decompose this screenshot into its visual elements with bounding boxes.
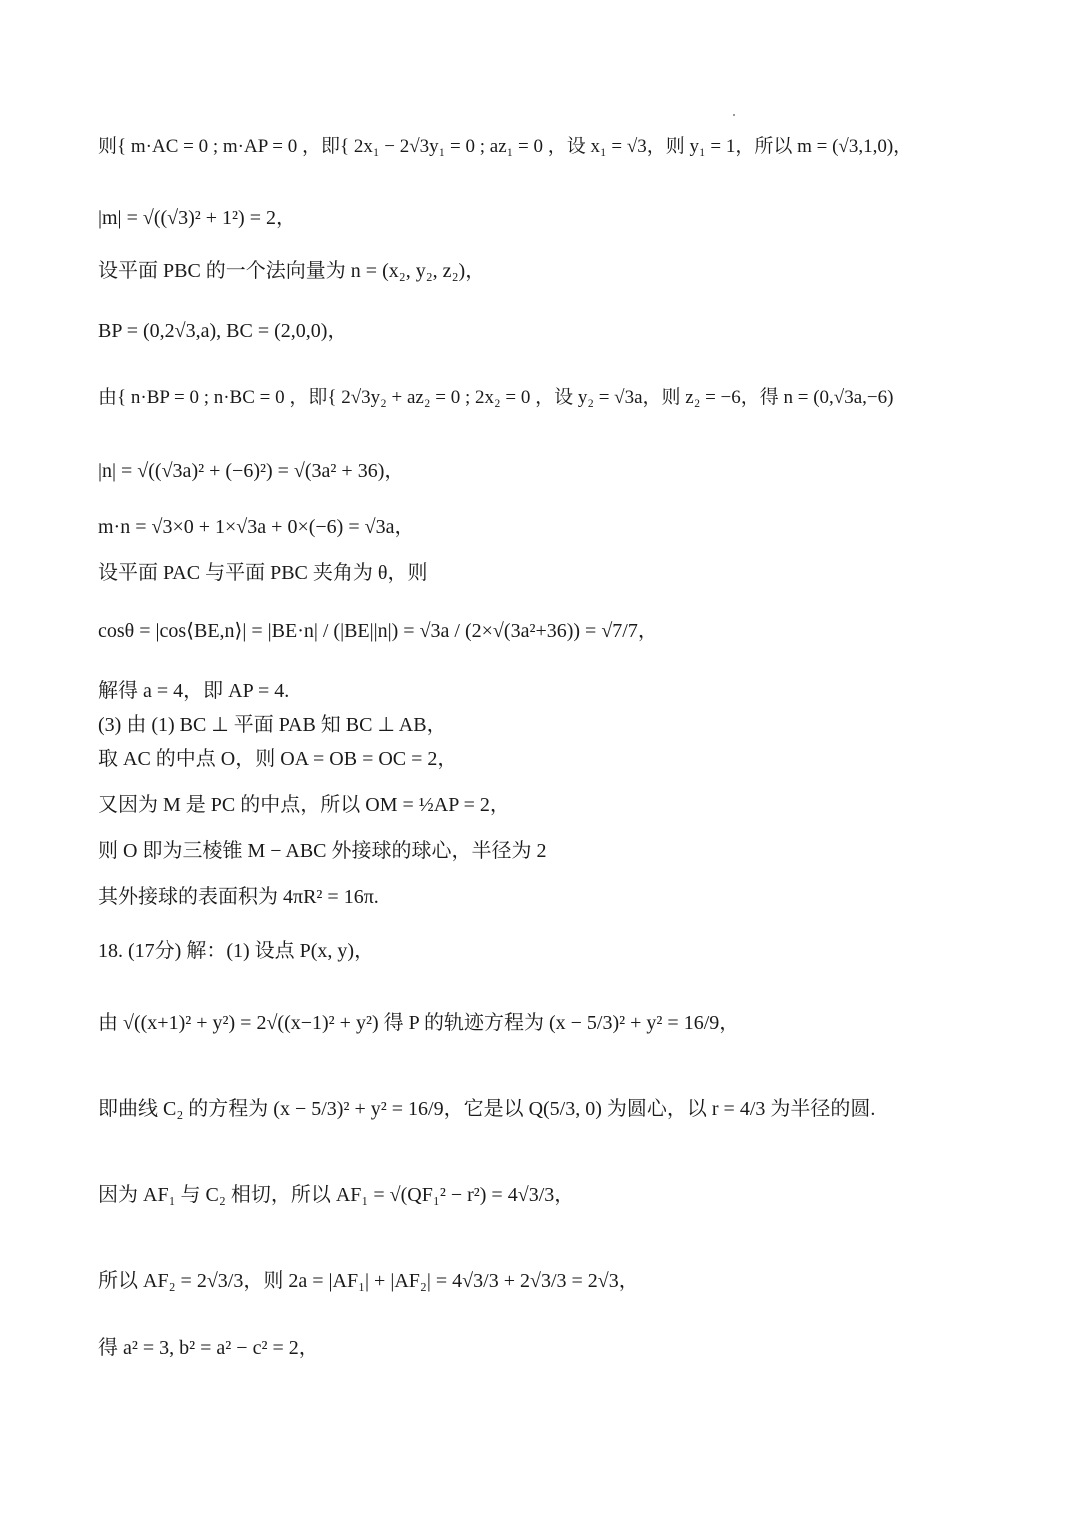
line-text: 得 a² = 3, b² = a² − c² = 2， <box>98 1337 319 1359</box>
solution-line-4 <box>98 318 1040 348</box>
line-text: m·n = √3×0 + 1×√3a + 0×(−6) = √3a， <box>98 516 415 538</box>
solution-line-3 <box>98 258 1040 288</box>
solution-line-18 <box>98 1080 1040 1140</box>
line-text: 则 O 即为三棱锥 M − ABC 外接球的球心，半径为 2 <box>98 840 547 862</box>
line-text: 由{ n·BP = 0 ; n·BC = 0 ，即{ 2√3y₂ + az₂ = 0 ; 2x₂ = 0 ，设 y₂ = √3a，则 z₂ = −6，得 n = (0,√3a,−6) <box>98 387 894 408</box>
line-text: |n| = √((√3a)² + (−6)²) = √(3a² + 36)， <box>98 460 405 482</box>
line-text: 设平面 PAC 与平面 PBC 夹角为 θ，则 <box>98 562 428 584</box>
solution-line-15 <box>98 884 1040 914</box>
line-text: |m| = √((√3)² + 1²) = 2， <box>98 207 296 229</box>
solution-line-19 <box>98 1166 1040 1226</box>
line-text: 解得 a = 4，即 AP = 4. <box>98 680 290 702</box>
solution-line-20 <box>98 1252 1040 1312</box>
line-text: BP = (0,2√3,a), BC = (2,0,0)， <box>98 320 348 342</box>
solution-line-16 <box>98 938 1040 968</box>
solution-line-8 <box>98 560 1040 590</box>
line-text: 设平面 PBC 的一个法向量为 n = (x₂, y₂, z₂)， <box>98 260 486 282</box>
solution-line-12 <box>98 746 1040 776</box>
line-text: (3) 由 (1) BC ⊥ 平面 PAB 知 BC ⊥ AB， <box>98 714 447 736</box>
line-text: 又因为 M 是 PC 的中点，所以 OM = ½AP = 2， <box>98 794 510 816</box>
solution-line-14 <box>98 838 1040 868</box>
line-text: 因为 AF₁ 与 C₂ 相切，所以 AF₁ = √(QF₁² − r²) = 4√3/3， <box>98 1184 575 1206</box>
solution-line-9 <box>98 600 1040 664</box>
solution-line-13 <box>98 782 1040 830</box>
line-text: 其外接球的表面积为 4πR² = 16π. <box>98 886 379 908</box>
solution-line-21 <box>98 1335 1040 1365</box>
solution-line-10 <box>98 678 1040 708</box>
solution-line-6 <box>98 458 1040 490</box>
line-text: 由 √((x+1)² + y²) = 2√((x−1)² + y²) 得 P 的轨迹方程为 (x − 5/3)² + y² = 16/9， <box>98 1012 740 1034</box>
line-text: 取 AC 的中点 O，则 OA = OB = OC = 2， <box>98 748 458 770</box>
line-text: 18. (17分) 解：(1) 设点 P(x, y)， <box>98 940 375 962</box>
solution-line-1 <box>98 112 1040 182</box>
solution-line-11 <box>98 712 1040 742</box>
line-text: 则{ m·AC = 0 ; m·AP = 0 ，即{ 2x₁ − 2√3y₁ = 0 ; az₁ = 0 ，设 x₁ = √3，则 y₁ = 1，所以 m = (√3,1,0)， <box>98 136 913 157</box>
solution-line-17 <box>98 995 1040 1055</box>
solution-line-2 <box>98 205 1040 237</box>
line-text: 所以 AF₂ = 2√3/3，则 2a = |AF₁| + |AF₂| = 4√3/3 + 2√3/3 = 2√3， <box>98 1270 639 1292</box>
line-text: 即曲线 C₂ 的方程为 (x − 5/3)² + y² = 16/9，它是以 Q(5/3, 0) 为圆心，以 r = 4/3 为半径的圆. <box>98 1098 876 1120</box>
solution-line-5 <box>98 365 1040 435</box>
solution-line-7 <box>98 514 1040 544</box>
line-text: cosθ = |cos⟨BE,n⟩| = |BE·n| / (|BE||n|) = √3a / (2×√(3a²+36)) = √7/7， <box>98 620 658 642</box>
